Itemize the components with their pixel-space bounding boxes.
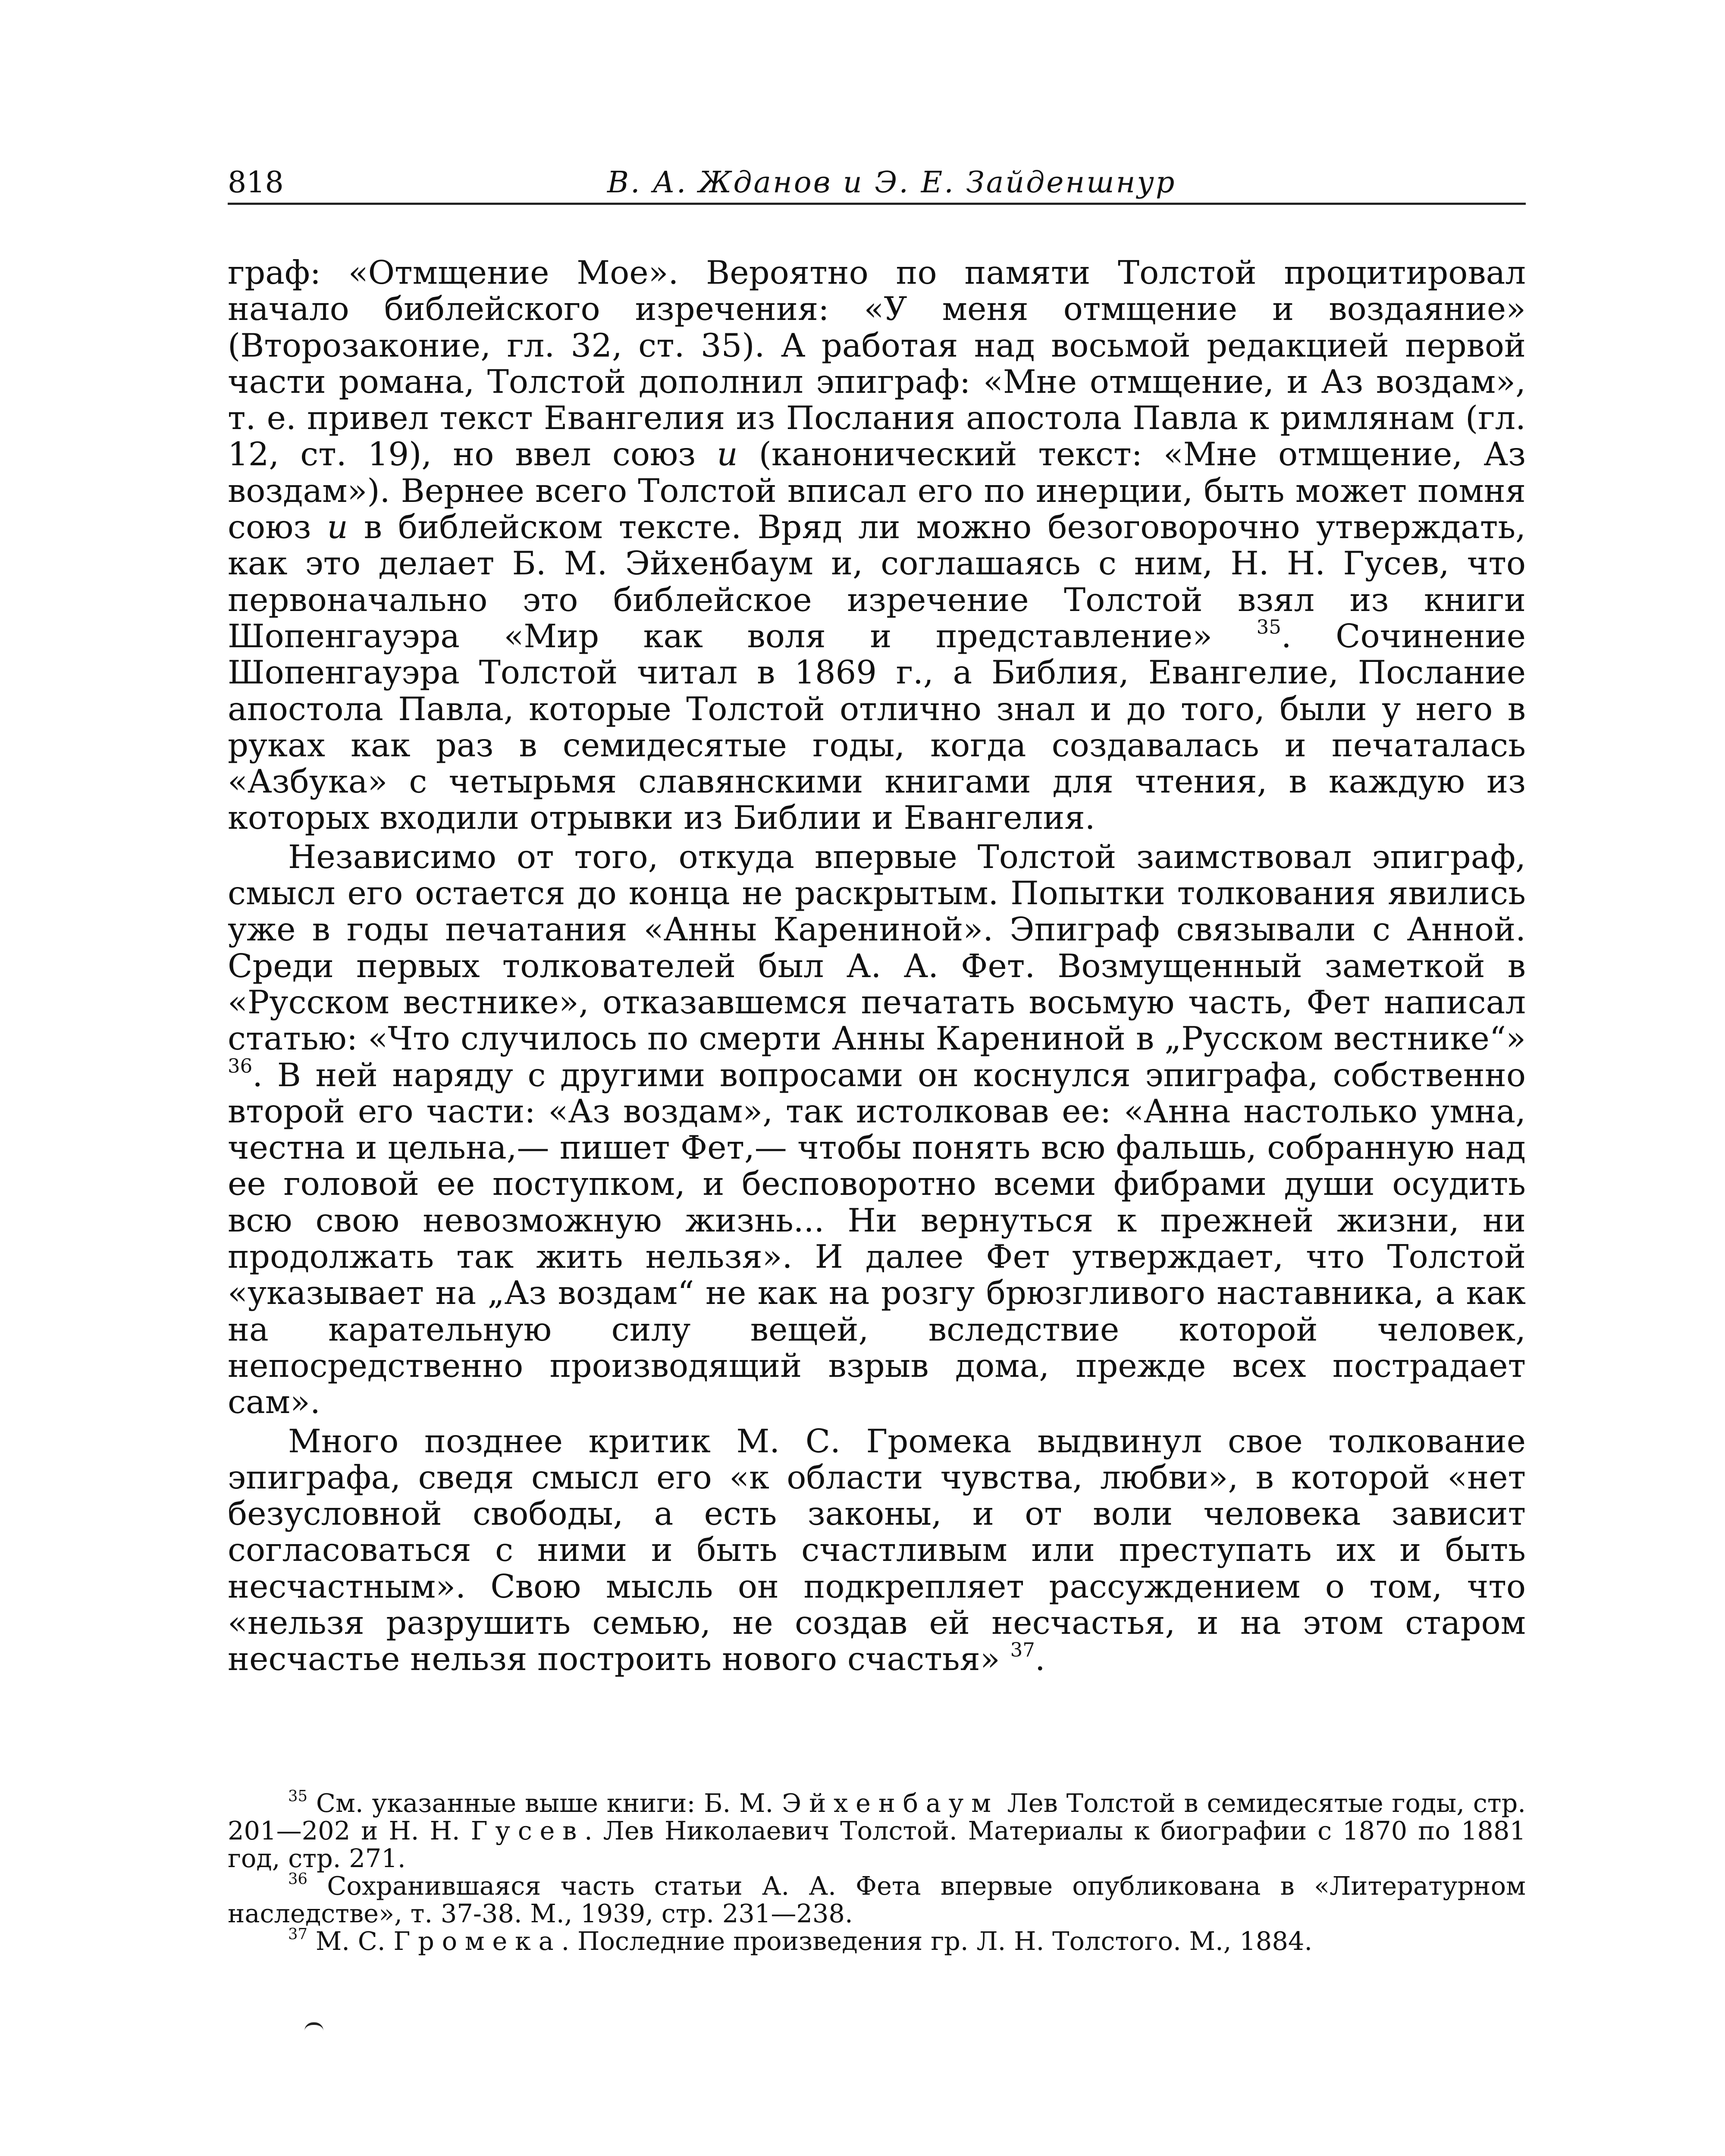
footnote: [228, 1872, 1526, 1927]
paragraph: [228, 254, 1526, 836]
footnote-number: 37: [288, 1925, 308, 1943]
text-run: (канонический текст: «Мне отмщение, Аз воздам»). Вернее всего Толстой вписал его по инерции, быть может помня союз: [228, 435, 1526, 546]
text-run: . В ней наряду с другими вопросами он коснулся эпиграфа, собственно второй его части: «Аз воздам», так истолковав ее: «Анна настолько умна, честна и цельна,— пишет Фет,— чтобы понять всю фальшь, собранную над ее головой ее поступком, и бесповоротно всеми фибрами души осудить всю свою невозможную жизнь... Ни вернуться к прежней жизни, ни продолжать так жить нельзя». И далее Фет утверждает, что Толстой «указывает на „Аз воздам“ не как на розгу брюзгливого наставника, а как на карательную силу вещей, вследствие которой человек, непосредственно производящий взрыв дома, прежде всех пострадает сам».: [228, 1056, 1526, 1421]
italic-word: и: [327, 508, 348, 546]
spaced-author-name: Громека: [393, 1926, 561, 1956]
text-run: Независимо от того, откуда впервые Толстой заимствовал эпиграф, смысл его остается до конца не раскрытым. Попытки толкования явились уже в годы печатания «Анны Карениной». Эпиграф связывали с Анной. Среди первых толкователей был А. А. Фет. Возмущенный заметкой в «Русском вестнике», отказавшемся печатать восьмую часть, Фет написал статью: «Что случилось по смерти Анны Карениной в „Русском вестнике“»: [228, 837, 1526, 1058]
footnote: [228, 1927, 1526, 1955]
running-title: В. А. Жданов и Э. Е. Зайденшнур: [607, 166, 1176, 200]
footnotes: [228, 1789, 1526, 1955]
spaced-author-name: Эйхенбаум: [782, 1788, 999, 1818]
footnote-ref: 36: [228, 1054, 253, 1078]
text-run: граф: «Отмщение Мое». Вероятно по памяти Толстой процитировал начало библейского изречения: «У меня отмщение и воздаяние» (Второзаконие, гл. 32, ст. 35). А работая над восьмой редакцией первой части романа, Толстой дополнил эпиграф: «Мне отмщение, и Аз воздам», т. е. привел текст Евангелия из Послания апостола Павла к римлянам (гл. 12, ст. 19), но ввел союз: [228, 254, 1526, 473]
text-run: . Лев Николаевич Толстой. Материалы к биографии с 1870 по 1881 год, стр. 271.: [228, 1816, 1526, 1873]
text-run: Много позднее критик М. С. Громека выдвинул свое толкование эпиграфа, сведя смысл его «к области чувства, любви», в которой «нет безусловной свободы, а есть законы, и от воли человека зависит согласоваться с ними и быть счастливым или преступать их и быть несчастным». Свою мысль он подкрепляет рассуждением о том, что «нельзя разрушить семью, не создав ей несчастья, и на этом старом несчастье нельзя построить нового счастья»: [228, 1422, 1526, 1678]
footnote: [228, 1789, 1526, 1872]
text-run: . Последние произведения гр. Л. Н. Толстого. М., 1884.: [561, 1926, 1313, 1956]
running-header: [228, 163, 1526, 205]
italic-word: и: [717, 435, 738, 473]
footnote-ref: 37: [1010, 1638, 1035, 1661]
spaced-author-name: Гусев: [470, 1816, 585, 1846]
main-text: [228, 254, 1526, 1677]
text-run: .: [1035, 1640, 1045, 1678]
text-run: См. указанные выше книги: Б. М.: [316, 1788, 782, 1818]
footnote-number: 35: [288, 1787, 308, 1805]
text-run: М. С.: [315, 1926, 394, 1956]
text-run: в библейском тексте. Вряд ли можно безоговорочно утверждать, как это делает Б. М. Эйхенбаум и, соглашаясь с ним, Н. Н. Гусев, что первоначально это библейское изречение Толстой взял из книги Шопенгауэра «Мир как воля и представление»: [228, 508, 1526, 655]
text-run: Лев Толстой в семидесятые годы, стр. 201—202 и Н. Н.: [228, 1788, 1526, 1846]
paragraph: [228, 839, 1526, 1420]
footnote-ref: 35: [1256, 615, 1281, 639]
page-number: 818: [228, 166, 284, 200]
text-run: . Сочинение Шопенгауэра Толстой читал в 1869 г., а Библия, Евангелие, Послание апостола Павла, которые Толстой отлично знал и до того, были у него в руках как раз в семидесятые годы, когда создавалась и печаталась «Азбука» с четырьмя славянскими книгами для чтения, в каждую из которых входили отрывки из Библии и Евангелия.: [228, 617, 1526, 837]
text-run: Сохранившаяся часть статьи А. А. Фета впервые опубликована в «Литературном наследстве», т. 37-38. М., 1939, стр. 231—238.: [228, 1871, 1526, 1928]
print-mark: [304, 2022, 323, 2031]
paragraph: [228, 1423, 1526, 1677]
footnote-number: 36: [288, 1870, 308, 1888]
